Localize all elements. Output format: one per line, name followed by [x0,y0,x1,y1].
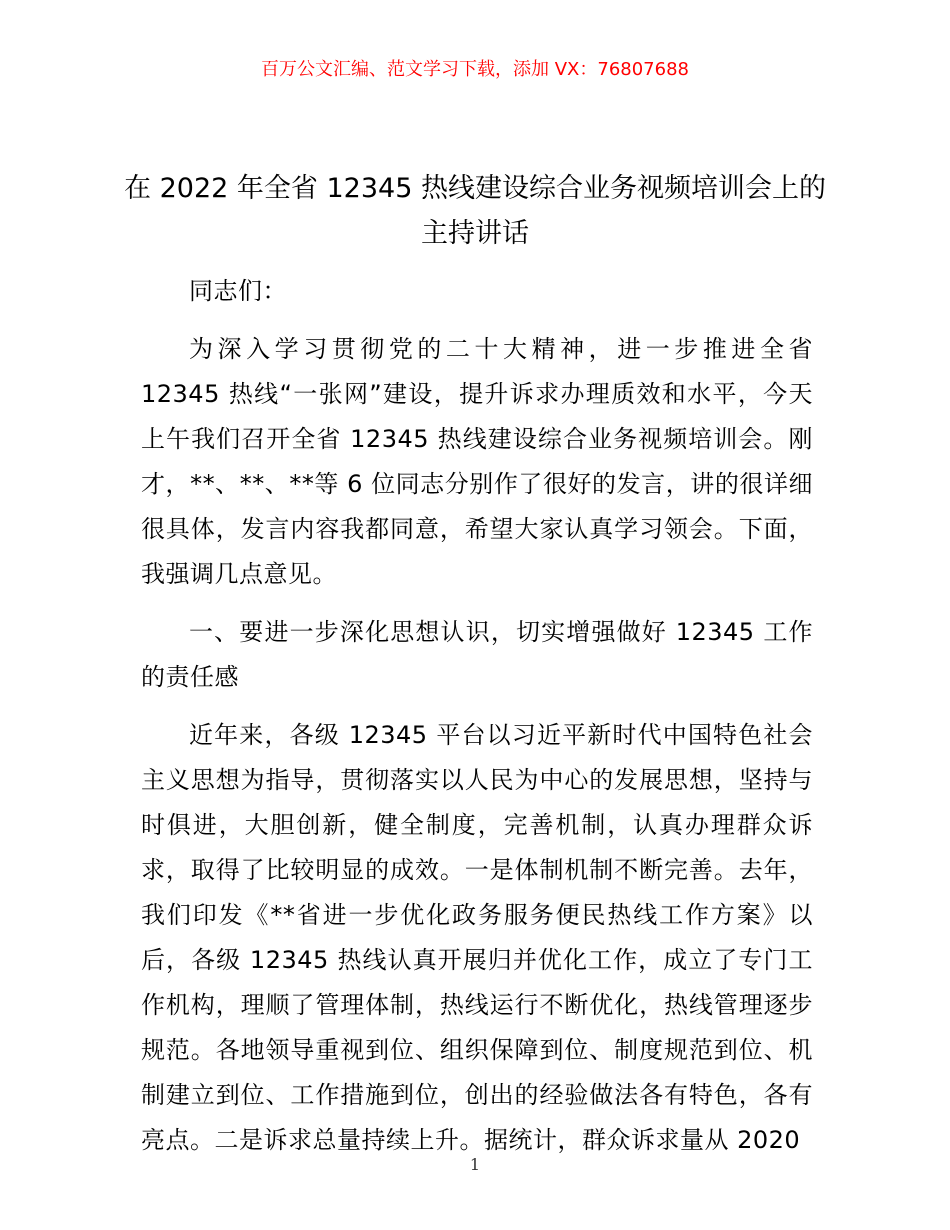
document-body [141,269,813,1176]
intro-paragraph: 为深入学习贯彻党的二十大精神，进一步推进全省 12345 热线“一张网”建设，提升诉求办理质效和水平，今天上午我们召开全省 12345 热线建设综合业务视频培训会。刚才，**、**、**等 6 位同志分别作了很好的发言，讲的很详细很具体，发言内容我都同意，希望大家认真学习领会。下面，我强调几点意见。 [141,335,813,588]
document-title: 在 2022 年全省 12345 热线建设综合业务视频培训会上的主持讲话 [124,173,826,249]
page-number: 1 [469,1155,481,1174]
salutation-paragraph: 同志们： [189,277,287,305]
section-heading-one: 一、要进一步深化思想认识，切实增强做好 12345 工作的责任感 [141,618,813,691]
header-watermark-note: 百万公文汇编、范文学习下载，添加 VX：76807688 [261,59,689,80]
body-paragraph: 近年来，各级 12345 平台以习近平新时代中国特色社会主义思想为指导，贯彻落实以人民为中心的发展思想，坚持与时俱进，大胆创新，健全制度，完善机制，认真办理群众诉求，取得了比较明显的成效。一是体制机制不断完善。去年，我们印发《**省进一步优化政务服务便民热线工作方案》以后，各级 12345 热线认真开展归并优化工作，成立了专门工作机构，理顺了管理体制，热线运行不断优化，热线管理逐步规范。各地领导重视到位、组织保障到位、制度规范到位、机制建立到位、工作措施到位，创出的经验做法各有特色，各有亮点。二是诉求总量持续上升。据统计，群众诉求量从 2020 [141,721,813,1154]
